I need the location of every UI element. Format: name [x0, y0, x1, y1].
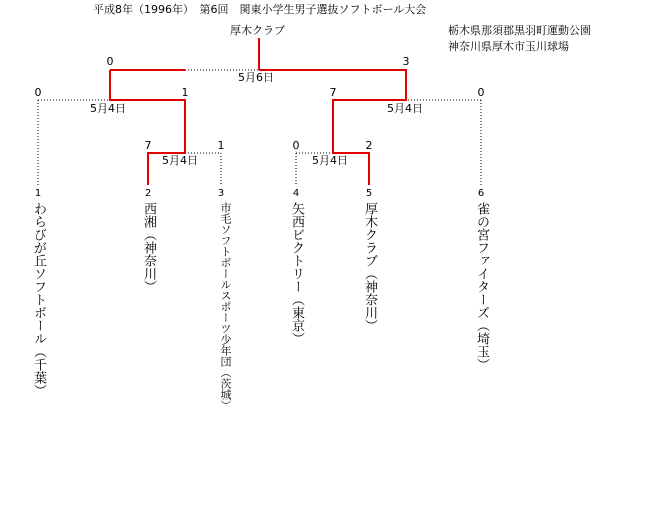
sf2-left-score: 7: [329, 86, 337, 99]
team-6-name: 雀の宮ファイターズ（埼玉）: [474, 202, 489, 371]
venue-line-1: 栃木県那須郡黒羽町運動公園: [448, 24, 591, 37]
venue-line-2: 神奈川県厚木市玉川球場: [448, 40, 569, 53]
tournament-title: 平成8年（1996年） 第6回 関東小学生男子選抜ソフトボール大会: [93, 3, 427, 16]
team-4-name: 矢西ビクトリー（東京）: [289, 202, 304, 345]
sf1-right-score: 1: [181, 86, 189, 99]
sf2-date: 5月4日: [387, 102, 423, 115]
champion-name: 厚木クラブ: [230, 24, 285, 37]
team-3-name: 市毛ソフトボールスポーツ少年団（茨城）: [219, 202, 232, 411]
team-1-name: わらびが丘ソフトボール（千葉）: [31, 202, 46, 397]
r1b-right-score: 2: [365, 139, 373, 152]
team-3-seed: 3: [217, 188, 225, 199]
final-right-score: 3: [402, 55, 410, 68]
team-4-seed: 4: [292, 188, 300, 199]
team-1-seed: 1: [34, 188, 42, 199]
team-6-seed: 6: [477, 188, 485, 199]
team-5-seed: 5: [365, 188, 373, 199]
team-2-seed: 2: [144, 188, 152, 199]
sf1-left-score: 0: [34, 86, 42, 99]
r1a-right-score: 1: [217, 139, 225, 152]
sf1-winner-line: [110, 70, 185, 185]
r1b-left-score: 0: [292, 139, 300, 152]
team-5-name: 厚木クラブ（神奈川）: [362, 202, 377, 332]
team-2-name: 西湘（神奈川）: [141, 202, 156, 293]
sf2-right-score: 0: [477, 86, 485, 99]
final-date: 5月6日: [238, 71, 274, 84]
r1b-date: 5月4日: [312, 154, 348, 167]
r1a-date: 5月4日: [162, 154, 198, 167]
r1a-left-score: 7: [144, 139, 152, 152]
sf1-date: 5月4日: [90, 102, 126, 115]
final-left-score: 0: [106, 55, 114, 68]
